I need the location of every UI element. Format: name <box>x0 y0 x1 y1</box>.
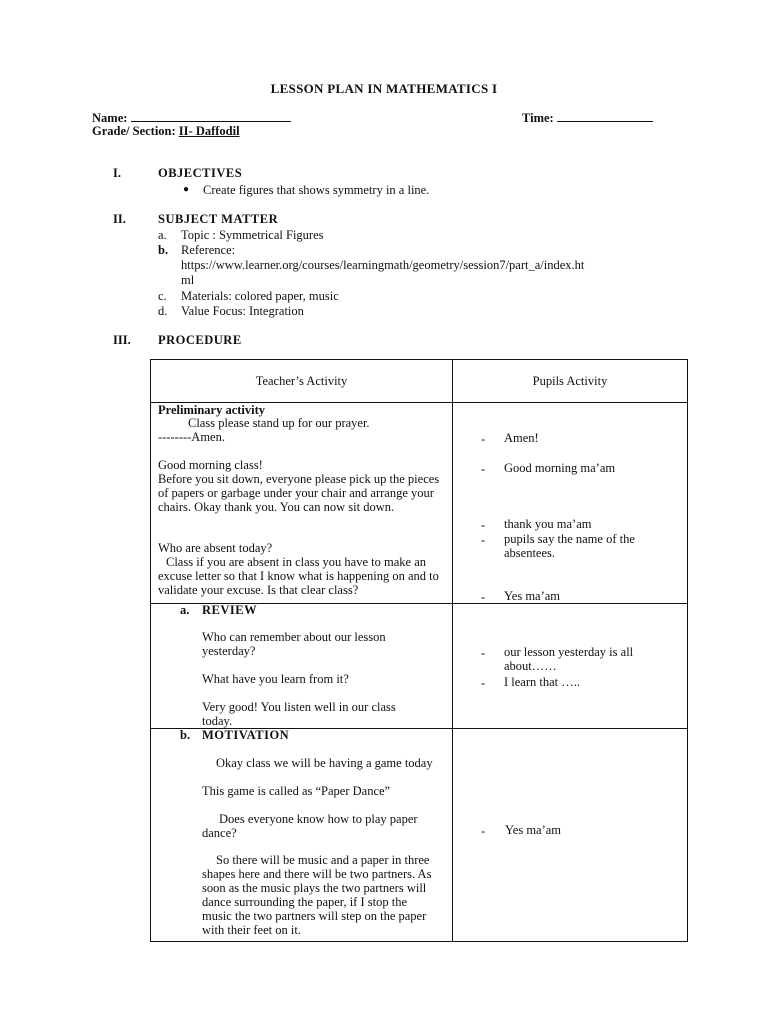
page-title: LESSON PLAN IN MATHEMATICS I <box>270 81 498 96</box>
teacher-line: Okay class we will be having a game today <box>216 756 433 770</box>
pupils-cell-review <box>453 604 688 729</box>
objective-bullet: ● <box>183 184 190 195</box>
reference-url-continued: ml <box>181 273 195 287</box>
teacher-cell-review <box>151 604 453 729</box>
pupil-line: thank you ma’am <box>504 517 592 531</box>
teacher-cell-motivation <box>151 729 453 942</box>
review-marker: a. <box>180 603 190 617</box>
table-row <box>151 403 688 604</box>
subject-matter-numeral: II. <box>113 212 126 226</box>
time-field <box>522 110 653 125</box>
grade-section-label: Grade/ Section: <box>92 124 176 138</box>
teacher-line: --------Amen. <box>158 430 225 444</box>
pupil-line: Good morning ma’am <box>504 461 616 475</box>
dash: - <box>481 646 486 660</box>
objectives-heading: OBJECTIVES <box>158 166 243 180</box>
pupils-activity-header-text: Pupils Activity <box>532 374 608 388</box>
subject-item-materials: Materials: colored paper, music <box>181 289 339 303</box>
pupils-cell-motivation <box>453 729 688 942</box>
table-row <box>151 729 688 942</box>
teacher-line: Very good! You listen well in our class today. <box>202 700 396 728</box>
review-heading: REVIEW <box>202 603 258 617</box>
teacher-line: Does everyone know how to play paper dance? <box>202 812 418 840</box>
grade-section-value: II- Daffodil <box>178 124 240 138</box>
reference-url: https://www.learner.org/courses/learningmath/geometry/session7/part_a/index.ht <box>181 258 585 272</box>
dash: - <box>481 518 486 532</box>
teacher-line: Good morning class! <box>158 458 263 472</box>
table-header-row <box>151 360 688 403</box>
dash: - <box>481 432 486 446</box>
subject-item-topic: Topic : Symmetrical Figures <box>181 228 324 242</box>
subject-item-marker: c. <box>158 289 167 303</box>
procedure-heading: PROCEDURE <box>158 333 242 347</box>
pupil-line: Yes ma’am <box>504 589 561 603</box>
teacher-line: Class please stand up for our prayer. <box>188 416 370 430</box>
teacher-line: So there will be music and a paper in three shapes here and there will be two partners. As soon as the music plays the two partners will dance surrounding the paper, if I stop the music the two partners will step on the paper with their feet on it. <box>202 853 432 937</box>
dash: - <box>481 462 486 476</box>
subject-matter-heading: SUBJECT MATTER <box>158 212 279 226</box>
pupils-activity-header <box>453 360 688 403</box>
motivation-marker: b. <box>180 728 191 742</box>
pupil-line: pupils say the name of the absentees. <box>504 532 635 560</box>
procedure-numeral: III. <box>113 333 131 347</box>
name-blank-line <box>131 110 291 122</box>
dash: - <box>481 590 486 604</box>
pupils-cell-preliminary <box>453 403 688 604</box>
teacher-cell-preliminary <box>151 403 453 604</box>
teacher-line: Who can remember about our lesson yesterday? <box>202 630 386 658</box>
time-label: Time: <box>522 111 554 125</box>
dash: - <box>481 824 486 838</box>
dash: - <box>481 676 486 690</box>
subject-item-marker: d. <box>158 304 168 318</box>
grade-section-field <box>92 124 240 138</box>
pupil-line: our lesson yesterday is all about…… <box>504 645 634 673</box>
pupil-line: Amen! <box>504 431 539 445</box>
pupil-line: Yes ma’am <box>505 823 562 837</box>
teacher-line: Who are absent today? <box>158 541 273 555</box>
subject-item-marker: b. <box>158 243 169 257</box>
teacher-activity-header <box>151 360 453 403</box>
teacher-line: This game is called as “Paper Dance” <box>202 784 391 798</box>
objective-item: Create figures that shows symmetry in a line. <box>203 183 430 197</box>
pupil-line: I learn that ….. <box>504 675 581 689</box>
subject-item-marker: a. <box>158 228 167 242</box>
teacher-line: What have you learn from it? <box>202 672 349 686</box>
subject-item-reference: Reference: <box>181 243 236 257</box>
procedure-table <box>150 359 688 942</box>
teacher-activity-header-text: Teacher’s Activity <box>255 374 348 388</box>
time-blank-line <box>557 110 653 122</box>
name-field <box>92 110 291 125</box>
preliminary-heading: Preliminary activity <box>158 403 266 417</box>
dash: - <box>481 533 486 547</box>
teacher-line: Before you sit down, everyone please pick up the pieces of papers or garbage under your chair and arrange your chairs. Okay thank you. You can now sit down. <box>158 472 440 514</box>
subject-item-value-focus: Value Focus: Integration <box>181 304 304 318</box>
teacher-line: Class if you are absent in class you have to make an excuse letter so that I know what is happening on and to validate your excuse. Is that clear class? <box>158 555 439 597</box>
objectives-numeral: I. <box>113 166 121 180</box>
table-row <box>151 604 688 729</box>
motivation-heading: MOTIVATION <box>202 728 290 742</box>
name-label: Name: <box>92 111 128 125</box>
